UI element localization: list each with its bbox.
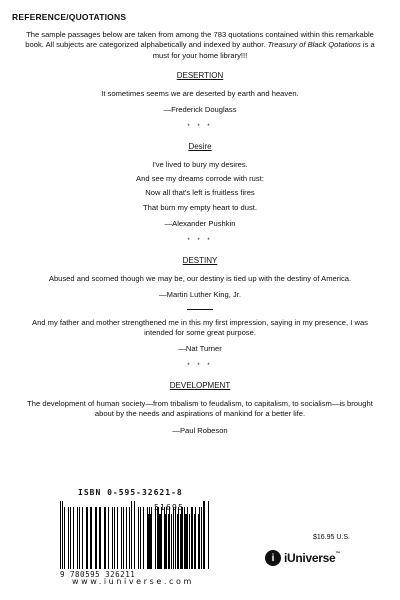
barcode-stripe	[68, 507, 69, 569]
attribution-turner: —Nat Turner	[178, 344, 222, 354]
quote-destiny-turner: And my father and mother strengthened me in this my first impression, saying in my presence, I was intended for some great purpose.	[32, 317, 368, 337]
barcode-stripe	[201, 507, 202, 569]
iuniverse-logo-icon: i	[265, 550, 281, 566]
quote-development: The development of human society—from tribalism to feudalism, to capitalism, to socialism—is brought about by the needs and aspirations of mankind for a better life.	[27, 399, 373, 419]
publisher-logo	[265, 550, 340, 566]
quote-desertion: It sometimes seems we are deserted by earth and heaven.	[101, 88, 299, 98]
addon-stripe	[175, 514, 176, 569]
separator-stars: * * *	[187, 124, 213, 131]
barcode-stripe	[95, 507, 96, 569]
barcode-stripe	[104, 507, 105, 569]
barcode-stripe	[208, 501, 209, 569]
barcode-stripe	[82, 507, 83, 569]
barcode-stripe	[123, 507, 124, 569]
poem-line: That burn my empty heart to dust.	[143, 202, 257, 212]
barcode-stripe	[62, 501, 63, 569]
attribution-king: —Martin Luther King, Jr.	[159, 290, 241, 300]
addon-stripe	[158, 514, 159, 569]
barcode-stripe	[117, 507, 118, 569]
barcode-stripe	[114, 507, 116, 569]
publisher-url: www.iuniverse.com	[72, 577, 194, 586]
barcode-stripe	[64, 507, 65, 569]
separator-rule	[187, 309, 213, 310]
barcode-stripe	[105, 507, 106, 569]
barcode-stripe	[77, 507, 78, 569]
addon-stripe	[171, 514, 172, 569]
addon-stripe	[148, 514, 149, 569]
barcode-stripe	[108, 507, 109, 569]
price-addon-barcode	[148, 503, 200, 569]
poem-line: I've lived to bury my desires.	[152, 159, 248, 169]
barcode-stripe	[79, 507, 80, 569]
publisher-name	[284, 551, 340, 565]
barcode-stripe	[140, 507, 141, 569]
quotations-body	[24, 30, 376, 444]
barcode-stripe	[121, 507, 122, 569]
separator-stars: * * *	[187, 363, 213, 370]
barcode-stripe	[60, 501, 61, 569]
barcode-digits: 9 780595 326211	[60, 570, 136, 579]
addon-digits: 51695	[154, 503, 185, 512]
category-label: REFERENCE/QUOTATIONS	[12, 12, 127, 22]
barcode-stripe	[126, 507, 127, 569]
isbn-text: ISBN 0-595-32621-8	[78, 488, 183, 497]
intro-text-before: The sample passages below are taken from among the 783 quotations contained within this remarkable book. All subjects are categorized alphabetically and indexed by author.	[25, 30, 374, 50]
heading-development: DEVELOPMENT	[169, 381, 231, 391]
heading-desire: Desire	[188, 142, 212, 152]
addon-stripe	[198, 514, 199, 569]
attribution-douglass: —Frederick Douglass	[163, 104, 237, 114]
addon-stripe	[168, 514, 170, 569]
barcode-stripe	[131, 501, 132, 569]
addon-stripe	[191, 514, 192, 569]
addon-stripe	[184, 514, 187, 569]
attribution-robeson: —Paul Robeson	[172, 425, 228, 435]
addon-stripe	[189, 514, 190, 569]
intro-text-after: is a must for your home library!!!	[152, 40, 375, 60]
price-label: $16.95 U.S.	[313, 534, 350, 541]
addon-stripe	[150, 514, 152, 569]
addon-stripe	[155, 514, 156, 569]
addon-stripe	[194, 514, 196, 569]
addon-stripe	[165, 514, 166, 569]
intro-paragraph	[24, 30, 376, 61]
trademark-icon: ™	[335, 551, 341, 557]
barcode-stripe	[86, 507, 87, 569]
addon-stripe	[159, 514, 162, 569]
barcode-stripe	[143, 507, 144, 569]
poem-line: And see my dreams corrode with rust:	[136, 174, 264, 184]
barcode-stripe	[73, 507, 75, 569]
quote-destiny-king: Abused and scorned though we may be, our destiny is tied up with the destiny of America.	[48, 274, 352, 284]
addon-barcode	[148, 514, 200, 569]
poem-line: Now all that's left is fruitless fires	[145, 188, 255, 198]
heading-desertion: DESERTION	[176, 70, 224, 80]
barcode-stripe	[70, 507, 71, 569]
barcode-stripe	[87, 507, 88, 569]
heading-destiny: DESTINY	[182, 256, 218, 266]
addon-stripe	[177, 514, 179, 569]
attribution-pushkin: —Alexander Pushkin	[164, 218, 236, 228]
barcode-stripe	[129, 507, 130, 569]
barcode-stripe	[96, 507, 97, 569]
barcode-stripe	[138, 507, 140, 569]
barcode-stripe	[90, 507, 91, 569]
book-title: Treasury of Black Qotations	[267, 40, 361, 50]
barcode-stripe	[134, 501, 135, 569]
barcode-stripe	[112, 507, 113, 569]
separator-stars: * * *	[187, 238, 213, 245]
barcode-stripe	[99, 507, 101, 569]
barcode-stripe	[203, 501, 205, 569]
addon-stripe	[180, 514, 181, 569]
publisher-name-text: iUniverse	[284, 551, 336, 565]
